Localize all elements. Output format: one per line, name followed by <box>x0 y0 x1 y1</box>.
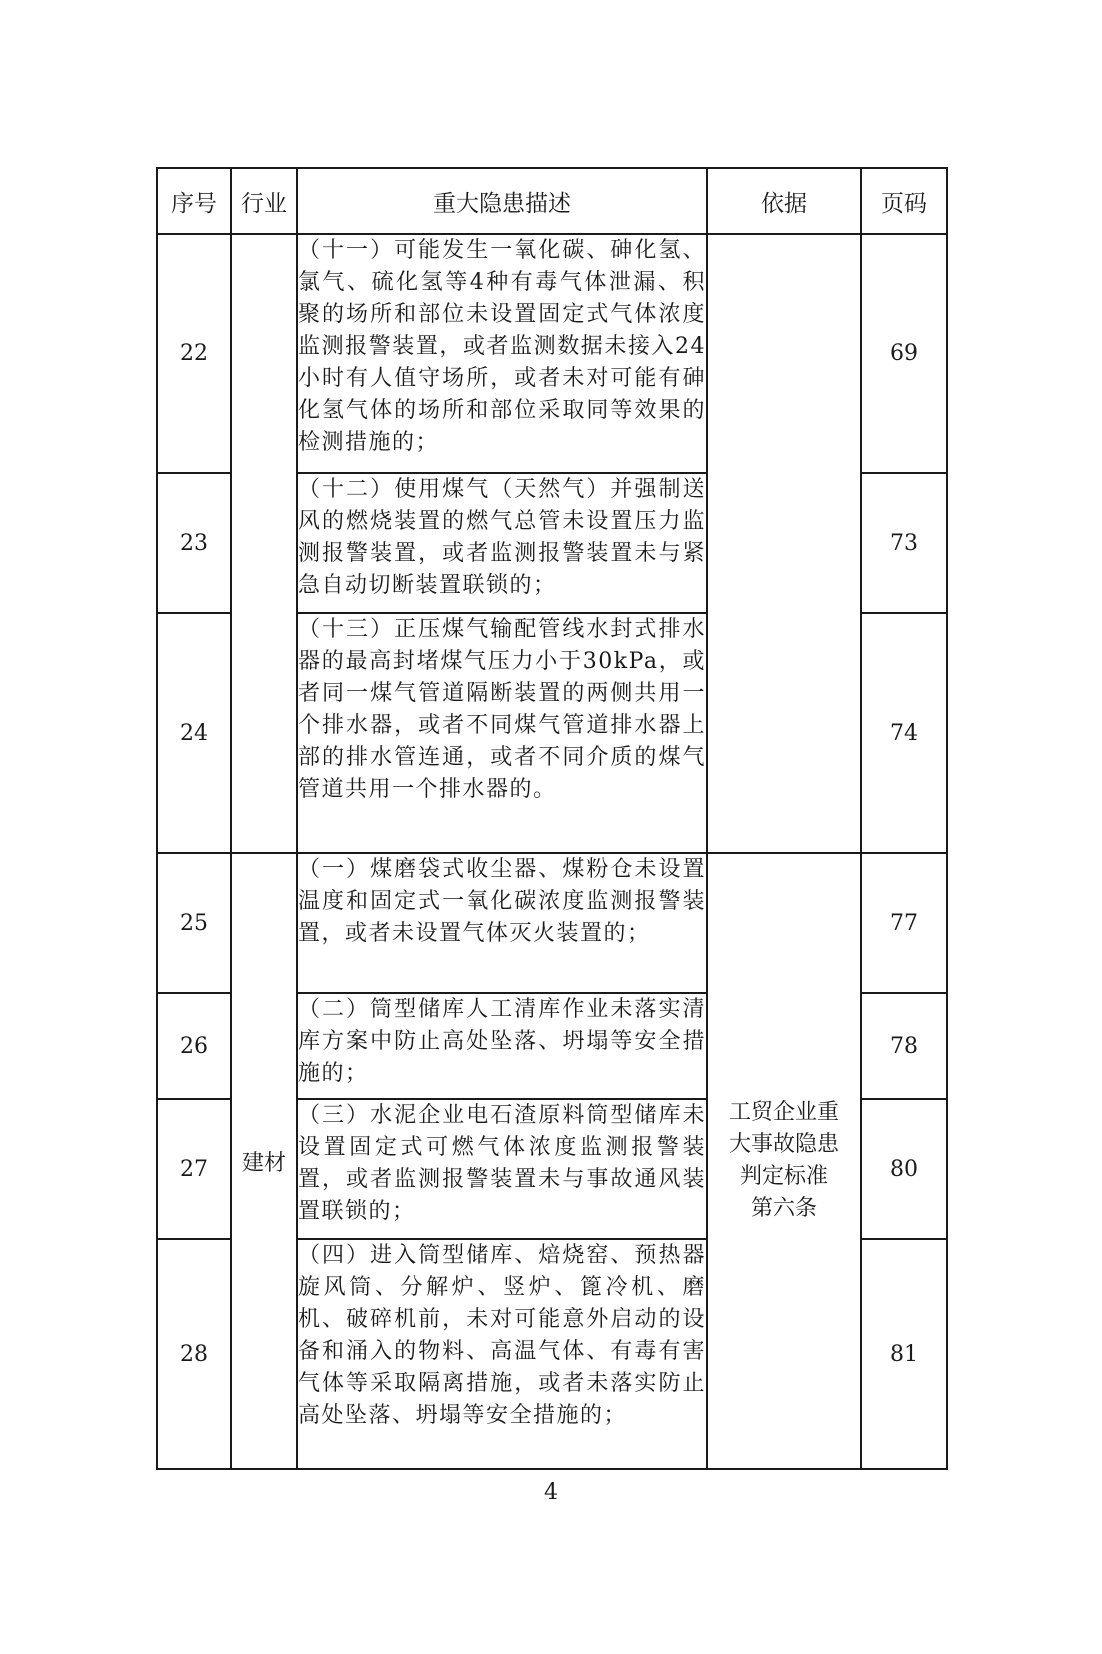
table-row <box>157 234 947 473</box>
header-description: 重大隐患描述 <box>297 168 707 234</box>
hazard-description: （二）筒型储库人工清库作业未落实清库方案中防止高处坠落、坍塌等安全措施的； <box>297 993 707 1099</box>
row-number: 22 <box>157 234 231 473</box>
header-basis: 依据 <box>707 168 861 234</box>
basis-cell-prev <box>707 234 861 853</box>
header-seq: 序号 <box>157 168 231 234</box>
page-ref: 74 <box>861 613 947 853</box>
table-row <box>157 853 947 993</box>
page-number: 4 <box>544 1480 558 1505</box>
hazard-description: （十一）可能发生一氧化碳、砷化氢、氯气、硫化氢等4种有毒气体泄漏、积聚的场所和部位未设置固定式气体浓度监测报警装置，或者监测数据未接入24小时有人值守场所，或者未对可能有砷化氢气体的场所和部位采取同等效果的检测措施的； <box>297 234 707 473</box>
row-number: 26 <box>157 993 231 1099</box>
row-number: 23 <box>157 473 231 613</box>
page-ref: 81 <box>861 1239 947 1469</box>
header-industry: 行业 <box>231 168 297 234</box>
page-ref: 69 <box>861 234 947 473</box>
basis-line: 第六条 <box>750 1196 817 1221</box>
page-ref: 73 <box>861 473 947 613</box>
hazard-description: （十二）使用煤气（天然气）并强制送风的燃烧装置的燃气总管未设置压力监测报警装置，或者监测报警装置未与紧急自动切断装置联锁的； <box>297 473 707 613</box>
basis-cell <box>707 853 861 1469</box>
row-number: 25 <box>157 853 231 993</box>
page-ref: 78 <box>861 993 947 1099</box>
hazard-description: （三）水泥企业电石渣原料筒型储库未设置固定式可燃气体浓度监测报警装置，或者监测报警装置未与事故通风装置联锁的； <box>297 1099 707 1239</box>
hazard-table <box>156 167 948 1470</box>
hazard-description: （十三）正压煤气输配管线水封式排水器的最高封堵煤气压力小于30kPa，或者同一煤气管道隔断装置的两侧共用一个排水器，或者不同煤气管道排水器上部的排水管连通，或者不同介质的煤气管道共用一个排水器的。 <box>297 613 707 853</box>
hazard-description: （一）煤磨袋式收尘器、煤粉仓未设置温度和固定式一氧化碳浓度监测报警装置，或者未设置气体灭火装置的； <box>297 853 707 993</box>
hazard-description: （四）进入筒型储库、焙烧窑、预热器旋风筒、分解炉、竖炉、篦冷机、磨机、破碎机前，未对可能意外启动的设备和涌入的物料、高温气体、有毒有害气体等采取隔离措施，或者未落实防止高处坠落、坍塌等安全措施的； <box>297 1239 707 1469</box>
row-number: 27 <box>157 1099 231 1239</box>
row-number: 24 <box>157 613 231 853</box>
table-header-row <box>157 168 947 234</box>
page-ref: 80 <box>861 1099 947 1239</box>
row-number: 28 <box>157 1239 231 1469</box>
page-ref: 77 <box>861 853 947 993</box>
basis-line: 大事故隐患 <box>728 1132 839 1157</box>
industry-cell: 建材 <box>231 853 297 1469</box>
header-page: 页码 <box>861 168 947 234</box>
basis-line: 工贸企业重 <box>728 1100 839 1125</box>
industry-cell-prev <box>231 234 297 853</box>
basis-line: 判定标准 <box>739 1164 828 1189</box>
